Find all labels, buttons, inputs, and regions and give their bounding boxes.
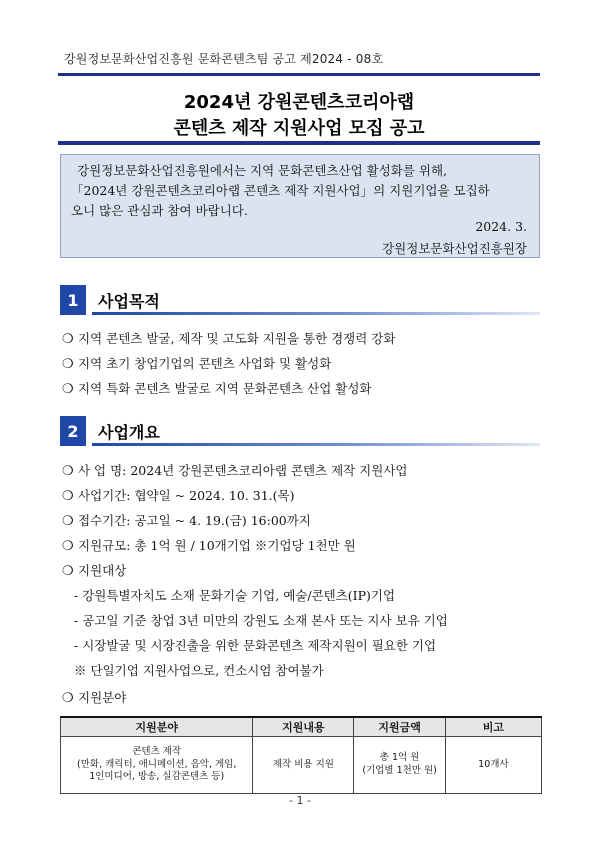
section-title: 사업목적 <box>98 292 160 311</box>
hollow-circle-icon: ❍ <box>62 691 74 706</box>
title-bottom-rule <box>58 141 540 145</box>
section-number: 2 <box>60 416 86 446</box>
list-item: ❍ 지원규모: 총 1억 원 / 10개기업 ※기업당 1천만 원 <box>62 538 356 554</box>
page-title-line1: 2024년 강원콘텐츠코리아랩 <box>183 92 415 113</box>
table-row <box>61 737 542 794</box>
hollow-circle-icon: ❍ <box>62 357 74 372</box>
hollow-circle-icon: ❍ <box>62 382 74 397</box>
table-cell-field: 콘텐츠 제작 (만화, 캐릭터, 애니메이션, 음악, 게임, 1인미디어, 방송, 실감콘텐츠 등) <box>61 737 253 794</box>
table-cell-note: 10개사 <box>445 737 541 794</box>
note-item: ※ 단일기업 지원사업으로, 컨소시엄 참여불가 <box>74 663 324 678</box>
sub-item: - 시장발굴 및 시장진출을 위한 문화콘텐츠 제작지원이 필요한 기업 <box>74 638 437 653</box>
notice-date: 2024. 3. <box>475 219 527 234</box>
table-header-cell: 비고 <box>445 717 541 737</box>
list-item: ❍ 지원분야 <box>62 690 127 706</box>
support-field-table <box>60 716 542 794</box>
table-cell-amount: 총 1억 원 (기업별 1천만 원) <box>354 737 445 794</box>
table-header-row <box>61 717 542 737</box>
hollow-circle-icon: ❍ <box>62 539 74 554</box>
page-title-line2: 콘텐츠 제작 지원사업 모집 공고 <box>173 118 425 139</box>
list-item: ❍ 사업기간: 협약일 ~ 2024. 10. 31.(목) <box>62 488 295 504</box>
title-top-rule <box>58 73 540 76</box>
list-item: ❍ 지역 초기 창업기업의 콘텐츠 사업화 및 활성화 <box>62 356 332 372</box>
notice-box <box>60 154 540 258</box>
notice-line: 오니 많은 관심과 참여 바랍니다. <box>71 203 248 218</box>
hollow-circle-icon: ❍ <box>62 564 74 579</box>
hollow-circle-icon: ❍ <box>62 489 74 504</box>
table-header-cell: 지원내용 <box>253 717 354 737</box>
notice-line: 「2024년 강원콘텐츠코리아랩 콘텐츠 제작 지원사업」의 지원기업을 모집하 <box>71 183 490 198</box>
notice-issuer: 강원정보문화산업진흥원장 <box>382 241 527 256</box>
section-underline <box>92 443 540 446</box>
list-item: ❍ 지역 특화 콘텐츠 발굴로 지역 문화콘텐츠 산업 활성화 <box>62 381 372 397</box>
section-underline <box>92 312 540 315</box>
sub-item: - 공고일 기준 창업 3년 미만의 강원도 소재 본사 또는 지사 보유 기업 <box>74 613 448 628</box>
notice-line: 강원정보문화산업진흥원에서는 지역 문화콘텐츠산업 활성화를 위해, <box>77 163 448 178</box>
hollow-circle-icon: ❍ <box>62 332 74 347</box>
section-header-purpose <box>60 285 540 315</box>
table-header-cell: 지원분야 <box>61 717 253 737</box>
sub-item: - 강원특별자치도 소재 문화기술 기업, 예술/콘텐츠(IP)기업 <box>74 588 396 603</box>
document-reference: 강원정보문화산업진흥원 문화콘텐츠팀 공고 제2024 - 08호 <box>64 52 384 66</box>
list-item: ❍ 접수기간: 공고일 ~ 4. 19.(금) 16:00까지 <box>62 513 311 529</box>
hollow-circle-icon: ❍ <box>62 514 74 529</box>
table-cell-content: 제작 비용 지원 <box>253 737 354 794</box>
table-header-cell: 지원금액 <box>354 717 445 737</box>
page-number: - 1 - <box>289 794 311 807</box>
list-item: ❍ 사 업 명: 2024년 강원콘텐츠코리아랩 콘텐츠 제작 지원사업 <box>62 463 408 479</box>
section-title: 사업개요 <box>98 423 160 442</box>
section-header-overview <box>60 416 540 446</box>
list-item: ❍ 지역 콘텐츠 발굴, 제작 및 고도화 지원을 통한 경쟁력 강화 <box>62 331 396 347</box>
list-item: ❍ 지원대상 <box>62 563 127 579</box>
section-number: 1 <box>60 285 86 315</box>
hollow-circle-icon: ❍ <box>62 464 74 479</box>
